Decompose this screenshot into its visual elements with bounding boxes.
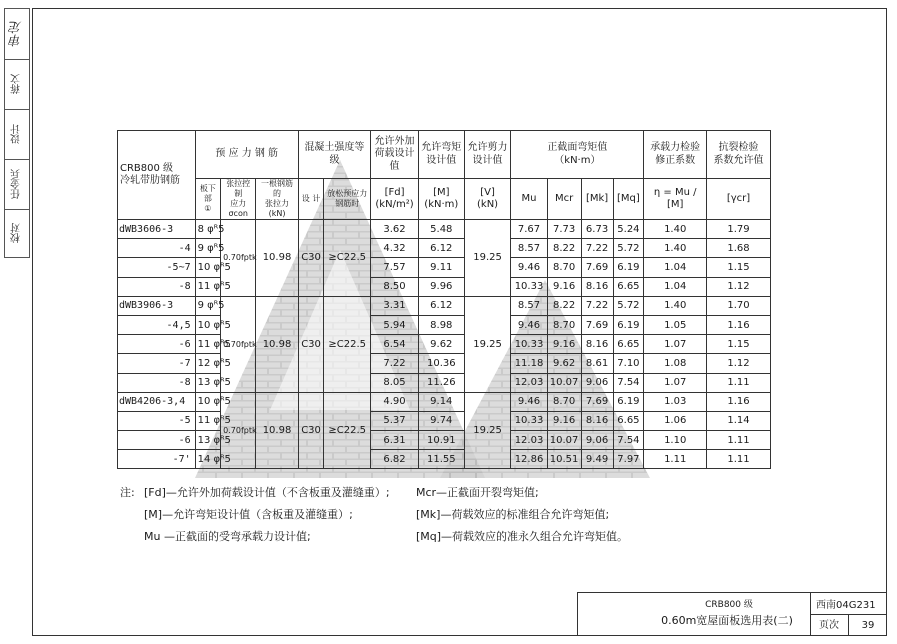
table-cell: -7 (118, 354, 196, 373)
header-concrete: 混凝土强度等级 (298, 131, 370, 179)
table-cell: 11 φᴿ5 (195, 411, 221, 430)
header-mq: [Mq] (613, 179, 644, 220)
header-type: CRB800 级 冷轧带肋钢筋 (118, 131, 196, 220)
header-bottom-bars: 板下部 ① (195, 179, 221, 220)
table-cell: 1.11 (707, 431, 771, 450)
table-cell: 0.70fptk (221, 296, 256, 392)
table-cell: 1.40 (644, 239, 707, 258)
table-cell: 7.67 (511, 220, 547, 239)
table-cell: 1.12 (707, 354, 771, 373)
table-cell: 10.07 (547, 373, 581, 392)
table-cell: 1.07 (644, 335, 707, 354)
header-eta: 承载力检验 修正系数 (644, 131, 707, 179)
table-cell: 9.46 (511, 315, 547, 334)
table-cell: 0.70fptk (221, 220, 256, 297)
table-cell: 0.70fptk (221, 392, 256, 469)
table-cell: 10.33 (511, 277, 547, 296)
table-cell: dWB4206-3,4 (118, 392, 196, 411)
table-cell: ≥C22.5 (324, 392, 371, 469)
table-cell: 1.15 (707, 258, 771, 277)
table-cell: 9.16 (547, 277, 581, 296)
sidebar-cell-design: 设计 (5, 109, 29, 159)
table-cell: 7.57 (371, 258, 419, 277)
header-force: 一根钢筋的 张拉力 (kN) (256, 179, 299, 220)
table-cell: 6.73 (581, 220, 613, 239)
table-cell: 8.57 (511, 296, 547, 315)
table-cell: 6.12 (418, 239, 464, 258)
table-cell: 1.11 (707, 450, 771, 469)
table-cell: 6.82 (371, 450, 419, 469)
table-cell: 11.55 (418, 450, 464, 469)
table-cell: 1.08 (644, 354, 707, 373)
table-row (118, 392, 771, 411)
table-cell: 9.46 (511, 392, 547, 411)
table-cell: 5.72 (613, 239, 644, 258)
table-row (118, 411, 771, 430)
atlas-info (810, 593, 887, 636)
table-cell: 10.98 (256, 220, 299, 297)
table-cell: 8.05 (371, 373, 419, 392)
table-cell: 5.72 (613, 296, 644, 315)
table-cell: -4,5 (118, 315, 196, 334)
table-cell: 7.22 (371, 354, 419, 373)
table-cell: 9 φᴿ5 (195, 296, 221, 315)
table-cell: -8 (118, 277, 196, 296)
sidebar-cell-check: 校对 (5, 209, 29, 257)
header-load-unit: [Fd] (kN/m²) (371, 179, 419, 220)
table-cell: 9.46 (511, 258, 547, 277)
note-fd: [Fd]—允许外加荷载设计值（不含板重及灌缝重）; (144, 486, 390, 499)
header-section-moment: 正截面弯矩值 （kN·m） (511, 131, 644, 179)
table-cell: 9.06 (581, 431, 613, 450)
table-cell: 5.94 (371, 315, 419, 334)
table-cell: 7.22 (581, 239, 613, 258)
table-cell: 9.06 (581, 373, 613, 392)
table-cell: 7.69 (581, 315, 613, 334)
note-mk: [Mk]—荷载效应的标准组合允许弯矩值; (416, 508, 610, 521)
table-cell: 6.19 (613, 258, 644, 277)
table-cell: 9.49 (581, 450, 613, 469)
table-cell: 1.05 (644, 315, 707, 334)
table-cell: 8.16 (581, 411, 613, 430)
table-cell: 14 φᴿ5 (195, 450, 221, 469)
table-cell: 3.62 (371, 220, 419, 239)
title-block (577, 592, 887, 636)
table-cell: 6.54 (371, 335, 419, 354)
table-cell: 9.16 (547, 411, 581, 430)
table-row (118, 373, 771, 392)
page-number: 页次 39 (810, 615, 887, 636)
table-cell: -7' (118, 450, 196, 469)
table-cell: 13 φᴿ5 (195, 373, 221, 392)
table-cell: 13 φᴿ5 (195, 431, 221, 450)
table-cell: 1.68 (707, 239, 771, 258)
table-row (118, 220, 771, 239)
table-cell: 8.70 (547, 315, 581, 334)
table-cell: 1.07 (644, 373, 707, 392)
table-cell: 4.90 (371, 392, 419, 411)
table-cell: 11.18 (511, 354, 547, 373)
table-cell: ≥C22.5 (324, 220, 371, 297)
table-cell: 9.62 (547, 354, 581, 373)
table-cell: 5.48 (418, 220, 464, 239)
table-cell: -5 (118, 411, 196, 430)
table-cell: 9.11 (418, 258, 464, 277)
sidebar-cell-approve: 审定 (9, 21, 25, 47)
table-cell: 6.19 (613, 315, 644, 334)
table-cell: 1.70 (707, 296, 771, 315)
table-cell: -6 (118, 335, 196, 354)
note-mcr: Mcr—正截面开裂弯矩值; (416, 486, 539, 499)
header-release-grade: 放松预应力 钢筋时 (324, 179, 371, 220)
table-cell: 7.22 (581, 296, 613, 315)
table-cell: 8.50 (371, 277, 419, 296)
approval-sidebar (4, 8, 30, 258)
table-cell: 10.51 (547, 450, 581, 469)
header-moment-unit: [M] (kN·m) (418, 179, 464, 220)
table-cell: 1.11 (644, 450, 707, 469)
header-design-grade: 设 计 (298, 179, 324, 220)
table-cell: -5~7 (118, 258, 196, 277)
table-cell: -4 (118, 239, 196, 258)
table-cell: 1.40 (644, 296, 707, 315)
table-cell: 8.22 (547, 239, 581, 258)
table-cell: 1.03 (644, 392, 707, 411)
table-row (118, 277, 771, 296)
table-cell: 10.36 (418, 354, 464, 373)
table-cell: 10.07 (547, 431, 581, 450)
table-cell: 9.16 (547, 335, 581, 354)
atlas-number: 西南04G231 (810, 593, 887, 615)
table-cell: 10.98 (256, 392, 299, 469)
table-cell: C30 (298, 392, 324, 469)
note-mq: [Mq]—荷载效应的准永久组合允许弯矩值。 (416, 530, 629, 543)
header-sigma: 张拉控制 应力 σcon (221, 179, 256, 220)
table-cell: 19.25 (464, 220, 511, 297)
table-cell: 8.22 (547, 296, 581, 315)
table-cell: 4.32 (371, 239, 419, 258)
table-cell: 8.16 (581, 335, 613, 354)
note-m: [M]—允许弯矩设计值（含板重及灌缝重）; (144, 508, 353, 521)
header-moment: 允许弯矩 设计值 (418, 131, 464, 179)
table-cell: 5.24 (613, 220, 644, 239)
table-cell: 8.16 (581, 277, 613, 296)
table-cell: 11 φᴿ5 (195, 277, 221, 296)
drawing-title: CRB800 级 0.60m宽屋面板选用表(二) (578, 593, 811, 636)
table-cell: 8.98 (418, 315, 464, 334)
header-shear: 允许剪力 设计值 (464, 131, 511, 179)
table-cell: 1.16 (707, 315, 771, 334)
table-cell: 10.33 (511, 335, 547, 354)
table-cell: 6.65 (613, 411, 644, 430)
table-cell: 6.65 (613, 335, 644, 354)
table-cell: 12 φᴿ5 (195, 354, 221, 373)
table-cell: 3.31 (371, 296, 419, 315)
table-cell: 19.25 (464, 392, 511, 469)
header-mu: Mu (511, 179, 547, 220)
table-cell: 9 φᴿ5 (195, 239, 221, 258)
table-cell: 8 φᴿ5 (195, 220, 221, 239)
table-cell: 7.97 (613, 450, 644, 469)
table-cell: 7.54 (613, 373, 644, 392)
table-cell: 6.19 (613, 392, 644, 411)
table-cell: 9.14 (418, 392, 464, 411)
table-cell: 6.12 (418, 296, 464, 315)
table-cell: 1.16 (707, 392, 771, 411)
table-cell: 7.69 (581, 258, 613, 277)
table-row (118, 431, 771, 450)
table-cell: 1.40 (644, 220, 707, 239)
table-row (118, 296, 771, 315)
header-mcr: Mcr (547, 179, 581, 220)
table-body (118, 220, 771, 469)
table-cell: 10.33 (511, 411, 547, 430)
table-cell: 12.86 (511, 450, 547, 469)
table-row (118, 315, 771, 334)
header-crack-symbol: [γcr] (707, 179, 771, 220)
table-cell: 10 φᴿ5 (195, 392, 221, 411)
table-cell: 6.31 (371, 431, 419, 450)
table-cell: 7.10 (613, 354, 644, 373)
table-cell: 10 φᴿ5 (195, 315, 221, 334)
table-cell: -6 (118, 431, 196, 450)
table-cell: 7.54 (613, 431, 644, 450)
table-cell: 1.15 (707, 335, 771, 354)
table-cell: 1.12 (707, 277, 771, 296)
table-cell: 10.91 (418, 431, 464, 450)
header-shear-unit: [V] (kN) (464, 179, 511, 220)
table-cell: 7.69 (581, 392, 613, 411)
table-cell: 1.11 (707, 373, 771, 392)
panel-selection-table (117, 130, 771, 469)
table-cell: -8 (118, 373, 196, 392)
table-cell: C30 (298, 220, 324, 297)
table-cell: 11.26 (418, 373, 464, 392)
header-prestress: 预 应 力 钢 筋 (195, 131, 298, 179)
table-cell: 8.61 (581, 354, 613, 373)
table-cell: 1.79 (707, 220, 771, 239)
table-cell: 5.37 (371, 411, 419, 430)
table-row (118, 239, 771, 258)
table-cell: 1.06 (644, 411, 707, 430)
table-cell: 10.98 (256, 296, 299, 392)
table-cell: 1.04 (644, 277, 707, 296)
table-cell: 9.62 (418, 335, 464, 354)
note-mu: Mu —正截面的受弯承载力设计值; (144, 530, 311, 543)
table-cell: 9.74 (418, 411, 464, 430)
table-cell: 12.03 (511, 431, 547, 450)
notes-label: 注: (120, 486, 135, 499)
table-cell: 10 φᴿ5 (195, 258, 221, 277)
table-cell: 1.14 (707, 411, 771, 430)
table-cell: 7.73 (547, 220, 581, 239)
table-cell: dWB3906-3 (118, 296, 196, 315)
header-load: 允许外加 荷载设计值 (371, 131, 419, 179)
table-row (118, 450, 771, 469)
table-cell: 1.10 (644, 431, 707, 450)
table-cell: ≥C22.5 (324, 296, 371, 392)
table-cell: dWB3606-3 (118, 220, 196, 239)
table-cell: 19.25 (464, 296, 511, 392)
header-mk: [Mk] (581, 179, 613, 220)
table-cell: 8.57 (511, 239, 547, 258)
header-crack: 抗裂检验 系数允许值 (707, 131, 771, 179)
table-row (118, 354, 771, 373)
header-eta-formula: η = Mu / [M] (644, 179, 707, 220)
table-cell: 6.65 (613, 277, 644, 296)
table-row (118, 335, 771, 354)
table-row (118, 258, 771, 277)
table-cell: 1.04 (644, 258, 707, 277)
sidebar-cell-checker-name: 任金兵 (5, 159, 29, 209)
table-cell: 12.03 (511, 373, 547, 392)
table-cell: 8.70 (547, 392, 581, 411)
sidebar-cell-designer-name: 蒋文 (5, 59, 29, 109)
table-cell: 11 φᴿ5 (195, 335, 221, 354)
table-cell: 8.70 (547, 258, 581, 277)
table-cell: 9.96 (418, 277, 464, 296)
table-cell: C30 (298, 296, 324, 392)
